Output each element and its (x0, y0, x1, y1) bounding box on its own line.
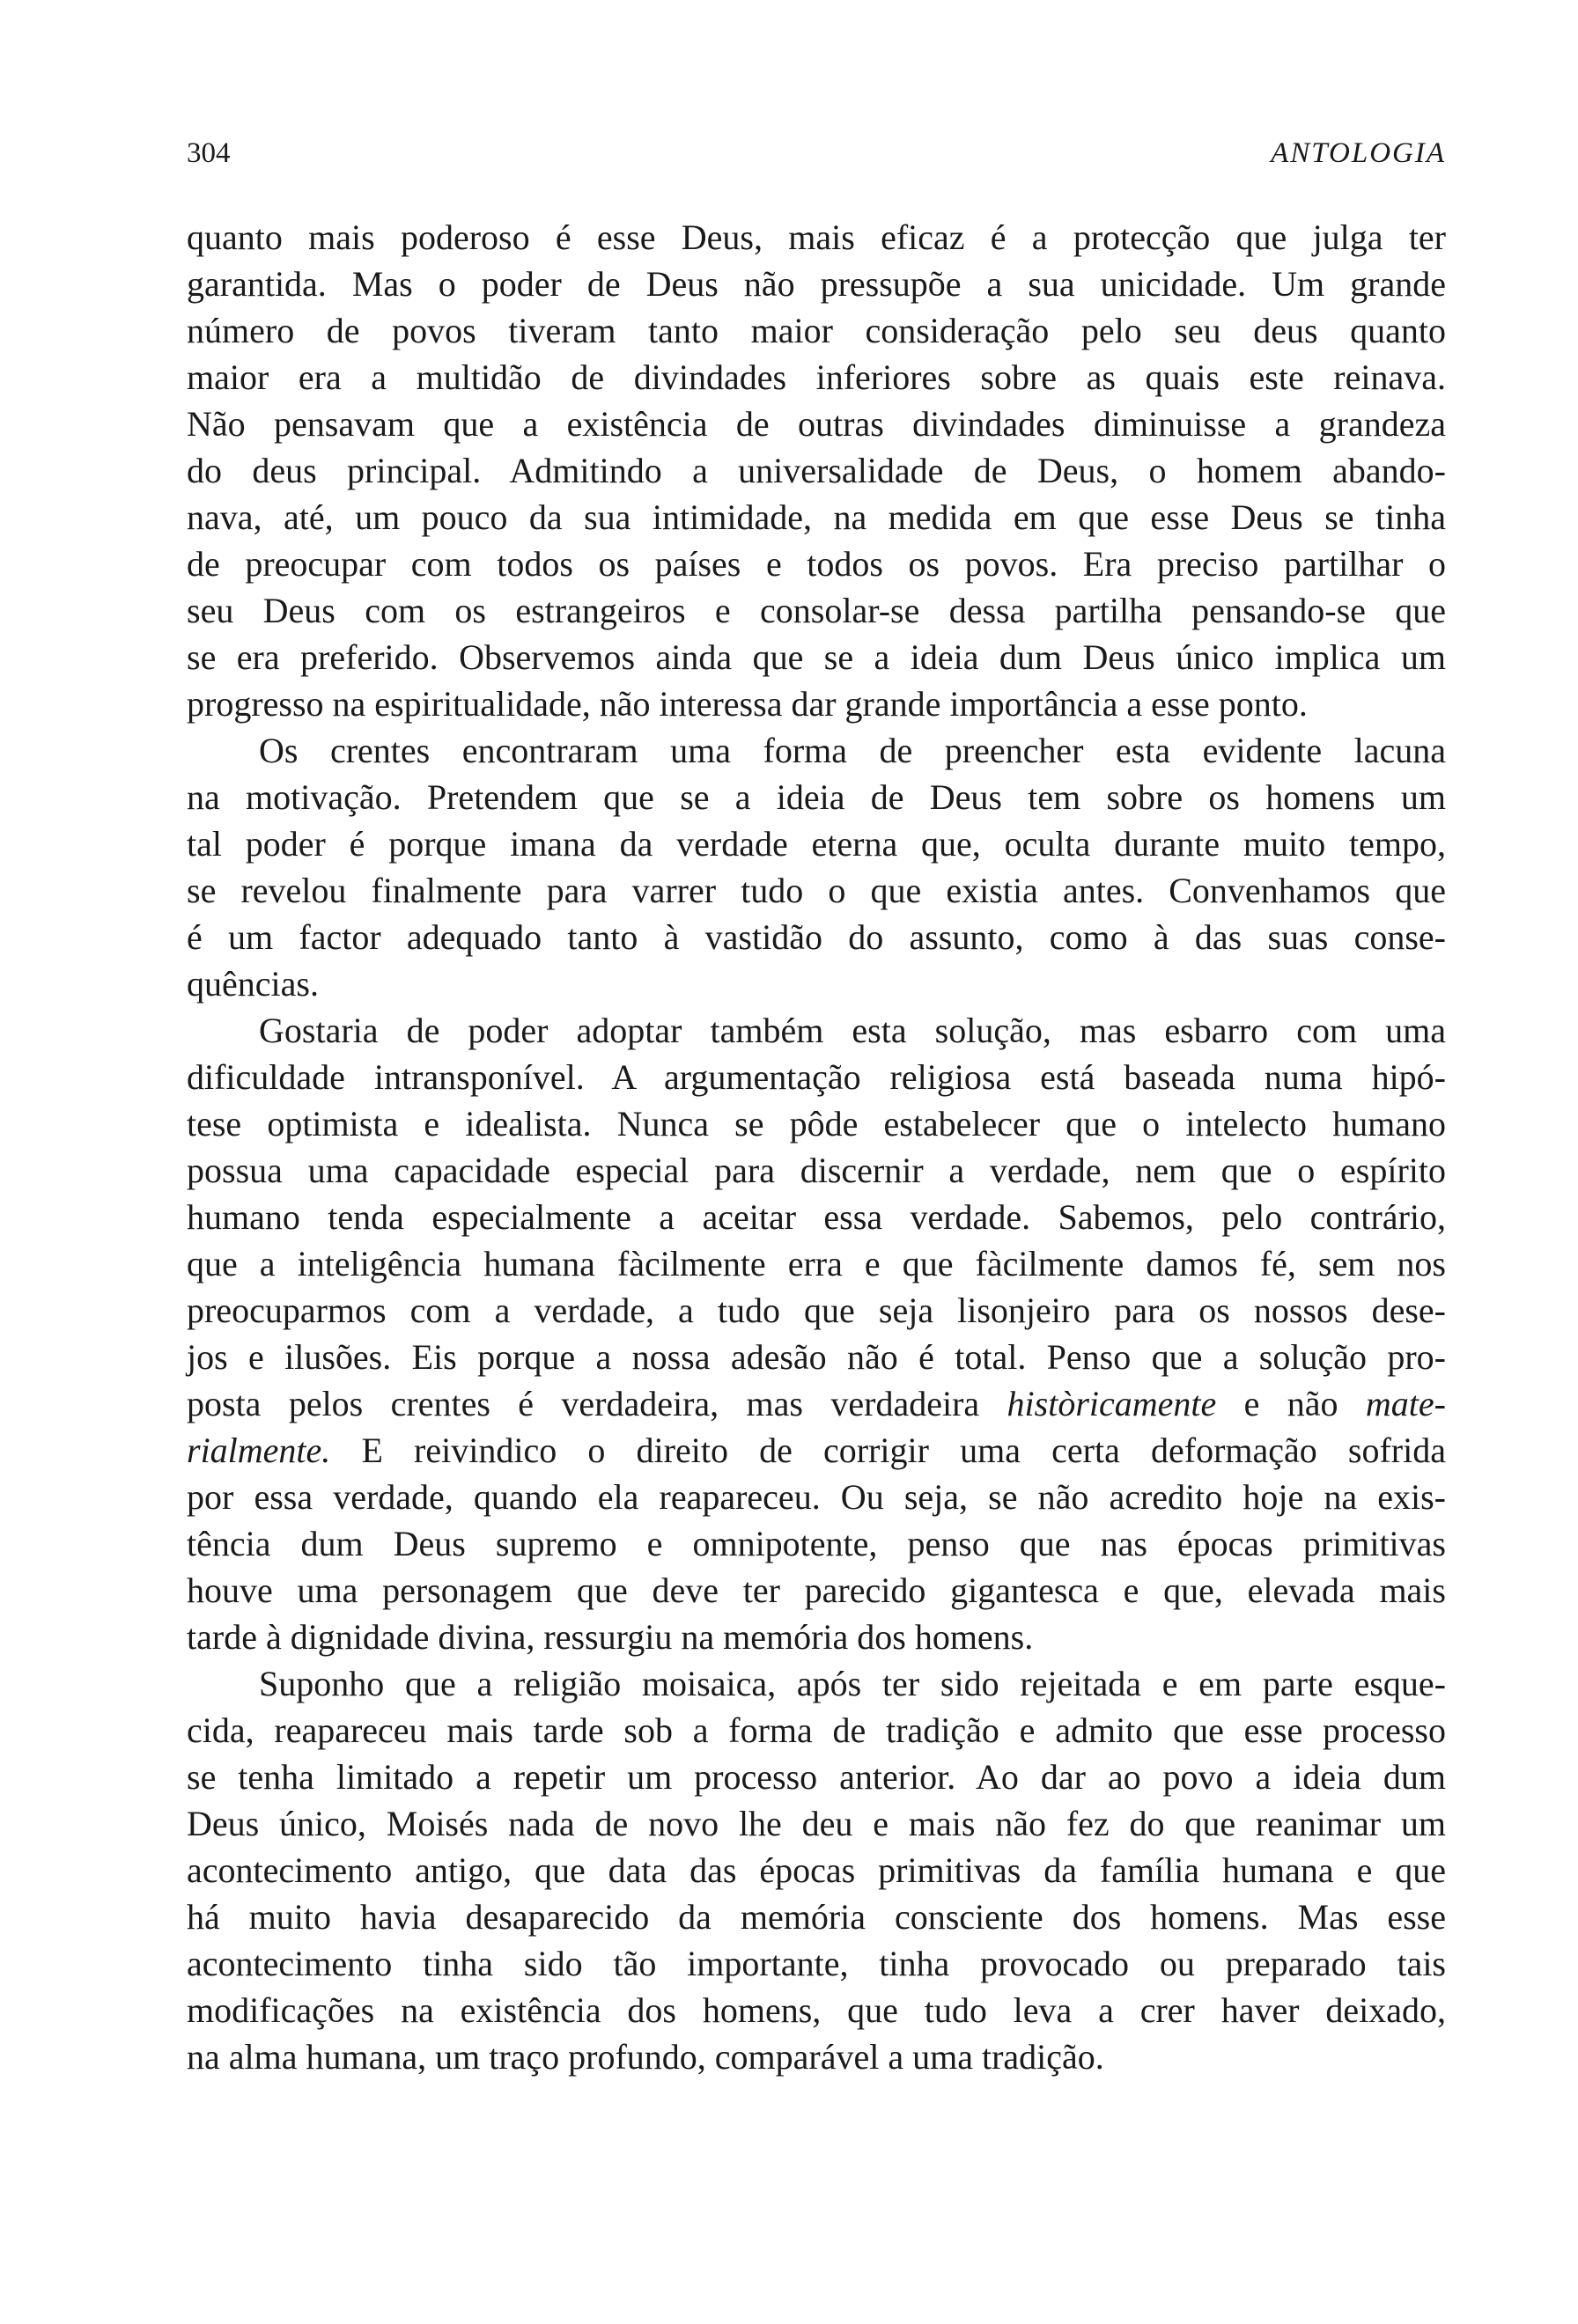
text-line: de preocupar com todos os países e todos os povos. Era preciso partilhar o (187, 544, 1446, 584)
text-line: é um factor adequado tanto à vastidão do assunto, como à das suas conse- (187, 917, 1446, 957)
text-line: tal poder é porque imana da verdade eterna que, oculta durante muito tempo, (187, 824, 1446, 864)
body-text (187, 214, 1446, 2080)
text-line: preocuparmos com a verdade, a tudo que seja lisonjeiro para os nossos dese- (187, 1291, 1446, 1330)
text-line: do deus principal. Admitindo a universalidade de Deus, o homem abando- (187, 451, 1446, 490)
text-line: quências. (187, 964, 319, 1004)
text-line: que a inteligência humana fàcilmente erra e que fàcilmente damos fé, sem nos (187, 1244, 1446, 1283)
text-line: tese optimista e idealista. Nunca se pôde estabelecer que o intelecto humano (187, 1104, 1446, 1144)
text-line: posta pelos crentes é verdadeira, mas verdadeira històricamente e não mate- (187, 1384, 1446, 1423)
page-header (187, 137, 1446, 181)
running-title: ANTOLOGIA (1271, 137, 1446, 169)
text-line: se tenha limitado a repetir um processo anterior. Ao dar ao povo a ideia dum (187, 1757, 1446, 1797)
text-line: se era preferido. Observemos ainda que se a ideia dum Deus único implica um (187, 637, 1446, 677)
page-number: 304 (187, 137, 231, 169)
text-line: há muito havia desaparecido da memória consciente dos homens. Mas esse (187, 1897, 1446, 1937)
text-line: maior era a multidão de divindades inferiores sobre as quais este reinava. (187, 357, 1446, 397)
paragraph (187, 1007, 1446, 1660)
text-line: humano tenda especialmente a aceitar essa verdade. Sabemos, pelo contrário, (187, 1197, 1446, 1237)
text-line: progresso na espiritualidade, não interessa dar grande importância a esse ponto. (187, 684, 1308, 724)
text-line: Não pensavam que a existência de outras divindades diminuisse a grandeza (187, 404, 1446, 444)
text-line: jos e ilusões. Eis porque a nossa adesão não é total. Penso que a solução pro- (187, 1337, 1446, 1377)
text-line: quanto mais poderoso é esse Deus, mais eficaz é a protecção que julga ter (187, 217, 1446, 257)
text-line: Suponho que a religião moisaica, após ter sido rejeitada e em parte esque- (259, 1664, 1446, 1703)
text-line: número de povos tiveram tanto maior consideração pelo seu deus quanto (187, 311, 1446, 350)
text-line: tência dum Deus supremo e omnipotente, penso que nas épocas primitivas (187, 1524, 1446, 1563)
text-line: rialmente. E reivindico o direito de corrigir uma certa deformação sofrida (187, 1430, 1446, 1470)
text-line: cida, reapareceu mais tarde sob a forma de tradição e admito que esse processo (187, 1710, 1446, 1750)
text-line: se revelou finalmente para varrer tudo o que existia antes. Convenhamos que (187, 871, 1446, 910)
text-line: Os crentes encontraram uma forma de preencher esta evidente lacuna (259, 731, 1446, 770)
text-line: na alma humana, um traço profundo, comparável a uma tradição. (187, 2037, 1104, 2077)
paragraph (187, 727, 1446, 1007)
paragraph (187, 1660, 1446, 2080)
text-line: modificações na existência dos homens, que tudo leva a crer haver deixado, (187, 1990, 1446, 2030)
text-line: Gostaria de poder adoptar também esta solução, mas esbarro com uma (259, 1011, 1446, 1050)
text-line: na motivação. Pretendem que se a ideia de Deus tem sobre os homens um (187, 777, 1446, 817)
text-line: acontecimento tinha sido tão importante, tinha provocado ou preparado tais (187, 1944, 1446, 1983)
text-line: por essa verdade, quando ela reapareceu. Ou seja, se não acredito hoje na exis- (187, 1477, 1446, 1517)
text-line: acontecimento antigo, que data das épocas primitivas da família humana e que (187, 1850, 1446, 1890)
text-line: nava, até, um pouco da sua intimidade, na medida em que esse Deus se tinha (187, 497, 1446, 537)
text-line: tarde à dignidade divina, ressurgiu na memória dos homens. (187, 1617, 1034, 1657)
text-line: garantida. Mas o poder de Deus não pressupõe a sua unicidade. Um grande (187, 264, 1446, 304)
text-line: houve uma personagem que deve ter parecido gigantesca e que, elevada mais (187, 1570, 1446, 1610)
text-line: possua uma capacidade especial para discernir a verdade, nem que o espírito (187, 1151, 1446, 1190)
text-line: dificuldade intransponível. A argumentação religiosa está baseada numa hipó- (187, 1057, 1446, 1097)
text-line: seu Deus com os estrangeiros e consolar-se dessa partilha pensando-se que (187, 591, 1446, 630)
text-line: Deus único, Moisés nada de novo lhe deu e mais não fez do que reanimar um (187, 1804, 1446, 1843)
paragraph (187, 214, 1446, 727)
